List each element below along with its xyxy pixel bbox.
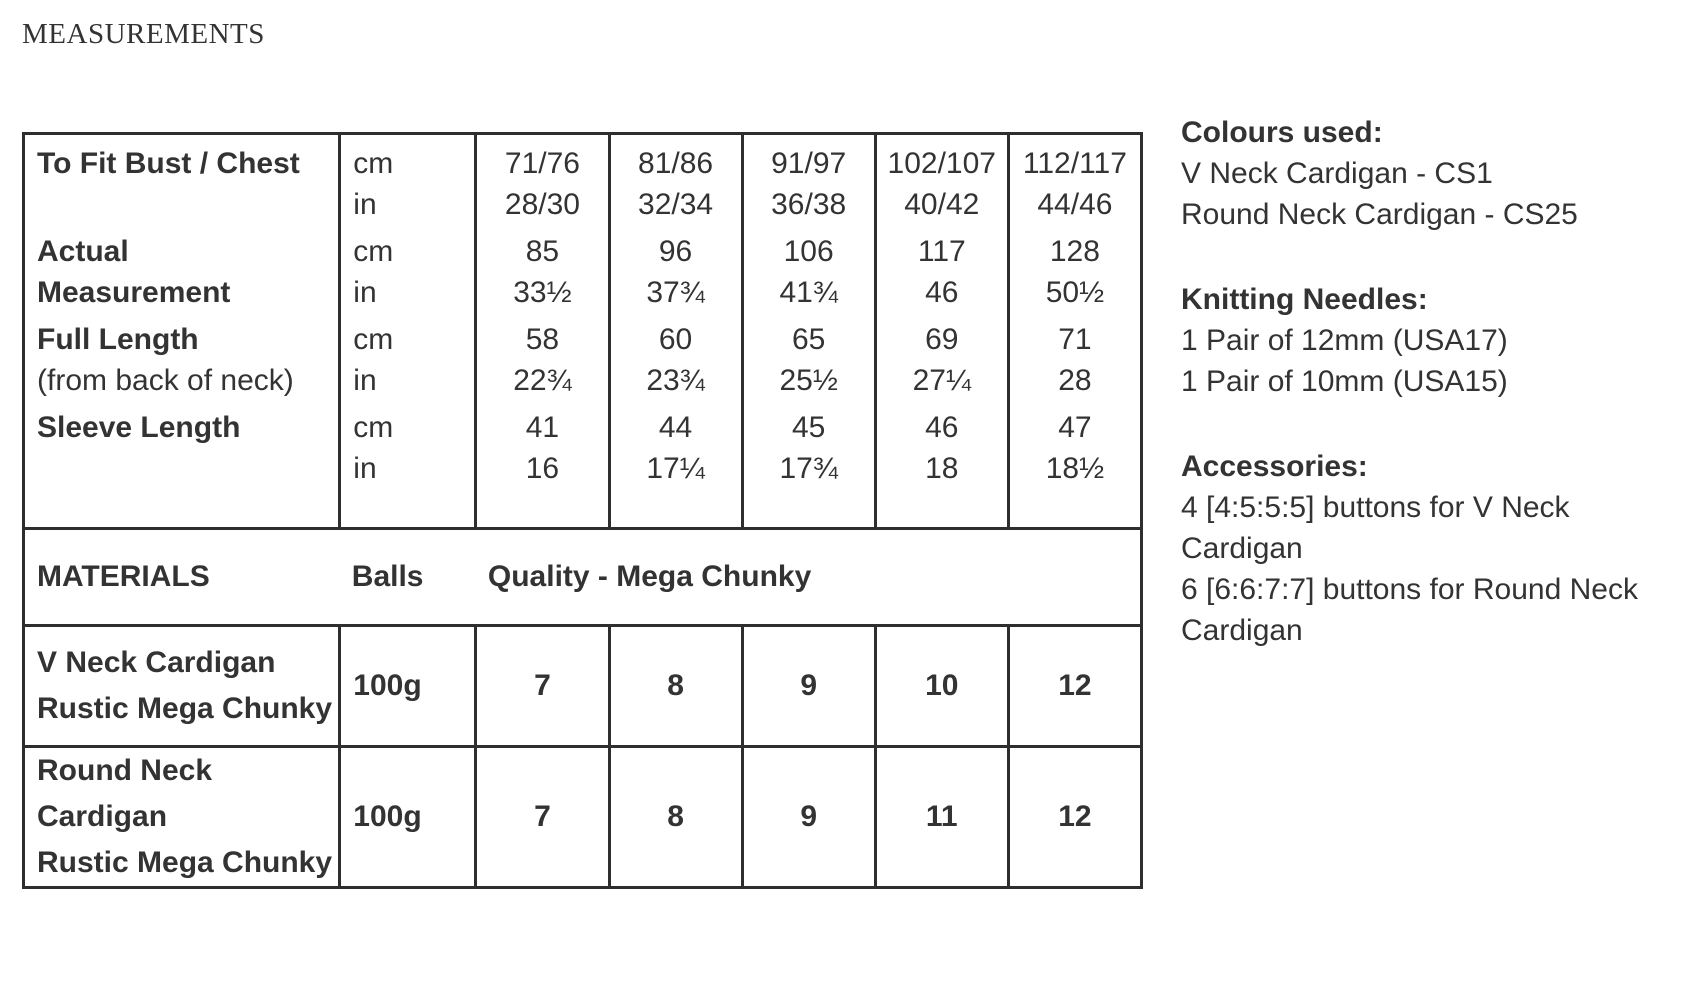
ball-count: 9 xyxy=(742,747,875,888)
value-in: 17¾ xyxy=(779,452,838,485)
size-cell xyxy=(875,225,1008,313)
value-in: 50½ xyxy=(1045,276,1105,309)
value-in: 44/46 xyxy=(1037,188,1113,221)
value-in: 22¾ xyxy=(513,364,572,397)
needles-section xyxy=(1181,279,1691,402)
unit-cell xyxy=(340,401,476,529)
measurement-row-actual xyxy=(24,225,1142,313)
unit-in: in xyxy=(353,276,377,309)
colour-line: V Neck Cardigan - CS1 xyxy=(1181,157,1493,190)
size-cell xyxy=(742,225,875,313)
value-in: 18½ xyxy=(1045,452,1105,485)
size-cell xyxy=(1008,134,1141,226)
unit-cm: cm xyxy=(353,411,394,444)
yarn-name-cell xyxy=(24,626,340,747)
unit-cm: cm xyxy=(353,323,394,356)
value-in: 36/38 xyxy=(771,188,847,221)
colours-section xyxy=(1181,112,1691,235)
value-in: 23¾ xyxy=(646,364,705,397)
row-label-line: Sleeve Length xyxy=(37,411,241,444)
yarn-name-line: V Neck Cardigan xyxy=(37,646,276,679)
needles-title: Knitting Needles: xyxy=(1181,283,1428,316)
unit-cm: cm xyxy=(353,235,394,268)
colour-line: Round Neck Cardigan - CS25 xyxy=(1181,198,1578,231)
size-cell xyxy=(476,134,609,226)
materials-header-row xyxy=(24,529,1142,626)
value-cm: 106 xyxy=(783,235,834,268)
row-label-line: Full Length xyxy=(37,323,199,356)
unit-cell xyxy=(340,134,476,226)
measurement-row-full-length xyxy=(24,313,1142,401)
unit-in: in xyxy=(353,188,377,221)
value-cm: 112/117 xyxy=(1022,147,1127,180)
accessory-line: 6 [6:6:7:7] buttons for Round Neck xyxy=(1181,573,1638,606)
size-cell xyxy=(476,313,609,401)
size-cell xyxy=(609,401,742,529)
value-cm: 117 xyxy=(917,235,966,268)
value-cm: 85 xyxy=(525,235,560,268)
quality-label: Quality - Mega Chunky xyxy=(476,529,1142,626)
ball-count: 9 xyxy=(742,626,875,747)
materials-label: MATERIALS xyxy=(24,529,340,626)
ball-count: 8 xyxy=(609,747,742,888)
yarn-row-v-neck xyxy=(24,626,1142,747)
value-cm: 44 xyxy=(658,411,693,444)
unit-in: in xyxy=(353,452,377,485)
ball-count: 12 xyxy=(1008,747,1141,888)
size-cell xyxy=(742,313,875,401)
value-cm: 71 xyxy=(1058,323,1092,356)
size-cell xyxy=(742,134,875,226)
accessories-section xyxy=(1181,446,1691,651)
value-cm: 81/86 xyxy=(638,147,714,180)
yarn-name-line: Round Neck Cardigan xyxy=(37,754,213,833)
value-in: 27¼ xyxy=(912,364,971,397)
yarn-weight: 100g xyxy=(340,626,476,747)
value-cm: 46 xyxy=(925,411,959,444)
row-label-line: Measurement xyxy=(37,276,231,309)
unit-in: in xyxy=(353,364,377,397)
size-cell xyxy=(609,225,742,313)
measurement-row-sleeve xyxy=(24,401,1142,529)
value-cm: 102/107 xyxy=(887,147,996,180)
page-title: MEASUREMENTS xyxy=(22,18,265,50)
measurements-table xyxy=(22,132,1143,889)
value-in: 37¾ xyxy=(646,276,705,309)
value-in: 16 xyxy=(525,452,560,485)
value-in: 41¾ xyxy=(779,276,838,309)
value-cm: 91/97 xyxy=(771,147,847,180)
yarn-weight: 100g xyxy=(340,747,476,888)
value-in: 33½ xyxy=(513,276,572,309)
value-cm: 69 xyxy=(925,323,959,356)
value-cm: 60 xyxy=(658,323,693,356)
size-cell xyxy=(476,225,609,313)
value-in: 25½ xyxy=(779,364,838,397)
row-label-line: Actual xyxy=(37,235,129,268)
value-in: 32/34 xyxy=(638,188,714,221)
needle-line: 1 Pair of 12mm (USA17) xyxy=(1181,324,1508,357)
value-in: 40/42 xyxy=(904,188,980,221)
size-cell xyxy=(742,401,875,529)
value-in: 46 xyxy=(925,276,959,309)
ball-count: 7 xyxy=(476,747,609,888)
colours-title: Colours used: xyxy=(1181,116,1383,149)
row-label-cell xyxy=(24,134,340,226)
value-cm: 71/76 xyxy=(504,147,580,180)
size-cell xyxy=(875,134,1008,226)
ball-count: 8 xyxy=(609,626,742,747)
size-cell xyxy=(1008,225,1141,313)
size-cell xyxy=(476,401,609,529)
measurement-row-bust xyxy=(24,134,1142,226)
value-cm: 58 xyxy=(525,323,560,356)
value-in: 18 xyxy=(925,452,959,485)
row-label-note: (from back of neck) xyxy=(37,364,294,397)
balls-label: Balls xyxy=(340,529,476,626)
yarn-row-round-neck xyxy=(24,747,1142,888)
ball-count: 10 xyxy=(875,626,1008,747)
value-cm: 128 xyxy=(1049,235,1100,268)
yarn-name-cell xyxy=(24,747,340,888)
value-in: 28/30 xyxy=(504,188,580,221)
size-cell xyxy=(609,313,742,401)
needle-line: 1 Pair of 10mm (USA15) xyxy=(1181,365,1508,398)
unit-cell xyxy=(340,313,476,401)
value-cm: 96 xyxy=(658,235,693,268)
accessory-line: Cardigan xyxy=(1181,614,1303,647)
row-label-cell xyxy=(24,225,340,313)
unit-cell xyxy=(340,225,476,313)
size-cell xyxy=(1008,313,1141,401)
value-cm: 41 xyxy=(525,411,560,444)
ball-count: 12 xyxy=(1008,626,1141,747)
value-in: 28 xyxy=(1058,364,1092,397)
size-cell xyxy=(875,313,1008,401)
row-label-cell xyxy=(24,401,340,529)
info-panel xyxy=(1181,112,1691,695)
ball-count: 7 xyxy=(476,626,609,747)
value-cm: 47 xyxy=(1058,411,1092,444)
value-cm: 45 xyxy=(791,411,826,444)
row-label-line: To Fit Bust / Chest xyxy=(37,147,300,180)
yarn-name-line: Rustic Mega Chunky xyxy=(37,846,333,879)
value-cm: 65 xyxy=(791,323,826,356)
size-cell xyxy=(609,134,742,226)
yarn-name-line: Rustic Mega Chunky xyxy=(37,692,333,725)
row-label-cell xyxy=(24,313,340,401)
ball-count: 11 xyxy=(875,747,1008,888)
value-in: 17¼ xyxy=(646,452,705,485)
size-cell xyxy=(875,401,1008,529)
unit-cm: cm xyxy=(353,147,394,180)
accessory-line: 4 [4:5:5:5] buttons for V Neck Cardigan xyxy=(1181,491,1570,565)
size-cell xyxy=(1008,401,1141,529)
accessories-title: Accessories: xyxy=(1181,450,1368,483)
